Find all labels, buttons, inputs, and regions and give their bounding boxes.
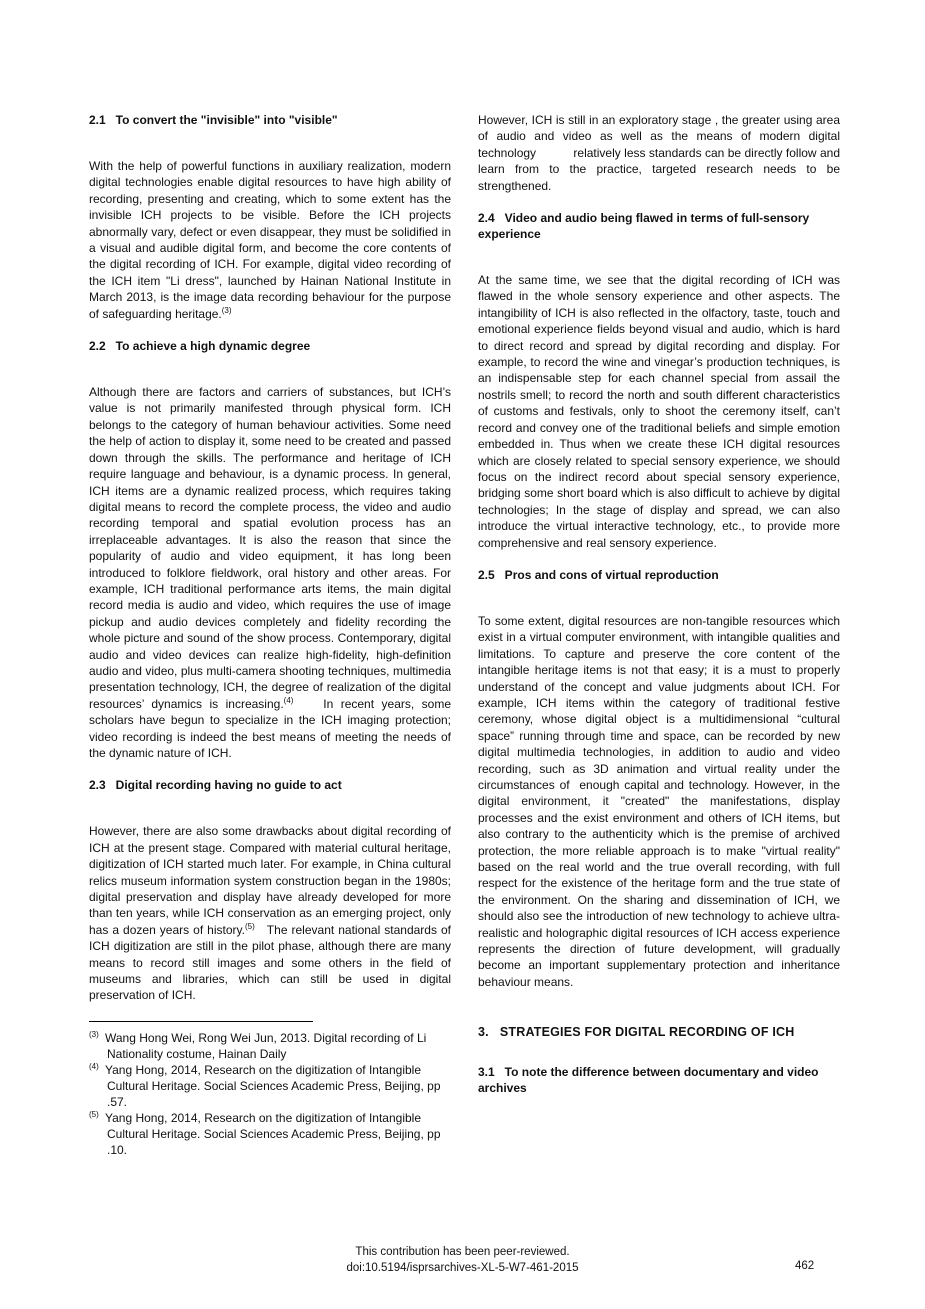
peer-review-note: This contribution has been peer-reviewed. bbox=[355, 1246, 570, 1258]
section-2-4-heading: 2.4 Video and audio being flawed in terms of full-sensory experience bbox=[478, 211, 810, 242]
section-2-3-heading: 2.3 Digital recording having no guide to act bbox=[89, 778, 342, 793]
page-number: 462 bbox=[795, 1260, 815, 1272]
footnote-5-text: Yang Hong, 2014, Research on the digitization of Intangible Cultural Heritage. Social Sciences Academic Press, Beijing, pp .10. bbox=[105, 1110, 441, 1157]
section-2-5-heading: 2.5 Pros and cons of virtual reproduction bbox=[478, 567, 719, 582]
left-column bbox=[89, 112, 451, 1158]
section-2-2-heading: 2.2 To achieve a high dynamic degree bbox=[89, 339, 311, 354]
footnote-3: $^{(3)}$ Wang Hong Wei, Rong Wei Jun, 2013. Digital recording of Li Nationality costume, Hainan Daily bbox=[89, 1029, 427, 1061]
footnote-5: $^{(5)}$ Yang Hong, 2014, Research on the digitization of Intangible Cultural Heritage. Social Sciences Academic Press, Beijing, pp .10. bbox=[89, 1109, 441, 1157]
section-2-1-text: With the help of powerful functions in auxiliary realization, modern digital technologies enable digital resources to have high ability of recording, presenting and creating, which to some extent has the invisible ICH projects to be visible. Before the ICH projects abnormally vary, defect or even disappear, they must be solidified in a visual and audible digital form, and become the core contents of the digital recording of ICH. For example, digital video recording of the ICH item "Li dress", launched by Hainan National Institute in March 2013, is the image data recording behaviour for the purpose of safeguarding heritage. bbox=[89, 159, 451, 321]
section-2-2-text-a: Although there are factors and carriers of substances, but ICH’s value is not primarily manifested through physical form. ICH belongs to the category of human behaviour activities. Some need the help of action to display it, some need to be created and passed down through the skills. The performance and heritage of ICH require language and behaviour, is a dynamic process. In general, ICH items are a dynamic realized process, which requires taking digital means to record the complete process, the video and audio recording temporal and spatial evolution process has an irreplaceable advantages. It is also the reason that since the popularity of audio and video equipment, it has long been introduced to folklore fieldwork, oral history and other areas. For example, ICH traditional performance arts items, the main digital record media is audio and video, which requires the use of image pickup and audio devices completely and fidelity recording the whole picture and sound of the show process. Contemporary, digital audio and video devices can realize high-fidelity, high-definition audio and video, plus multi-camera shooting techniques, multimedia presentation technology, ICH, the degree of realization of the digital resources’ dynamics is increasing. bbox=[89, 385, 451, 711]
section-3-1-heading: 3.1 To note the difference between documentary and video archives bbox=[478, 1065, 819, 1096]
section-2-2-text-b: In recent years, some scholars have begun to specialize in the ICH imaging protection; video recording is indeed the best means of meeting the needs of the dynamic nature of ICH. bbox=[89, 696, 451, 760]
section-2-1-heading: 2.1 To convert the "invisible" into "visible" bbox=[89, 113, 338, 127]
footnote-4-text: Yang Hong, 2014, Research on the digitization of Intangible Cultural Heritage. Social Sciences Academic Press, Beijing, pp .57. bbox=[105, 1062, 441, 1109]
section-2-3-body bbox=[89, 823, 451, 1003]
ref-3: (3) bbox=[221, 305, 232, 315]
section-2-4-body: At the same time, we see that the digital recording of ICH was flawed in the whole sensory experience and other aspects. The intangibility of ICH is also reflected in the olfactory, taste, touch and emotional experience fields beyond visual and audio, which is hard to direct record and spread by digital recording and display. For example, to record the wine and vinegar’s production techniques, is an indispensable step for each channel special from assail the nostrils smell; to record the north and south different characteristics of customs and festivals, only to shoot the ceremony itself, can’t record and convey one of the traditional beliefs and simple emotion embedded in. Thus when we create these ICH digital resources which are closely related to special sensory experience, we should focus on the indirect record about special sensory experience, bridging some short board which is also difficult to achieve by digital technologies; In the stage of display and spread, we can also introduce the virtual interactive technology, etc., to provide more comprehensive and real sensory experience. bbox=[478, 273, 840, 550]
footnote-3-text: Wang Hong Wei, Rong Wei Jun, 2013. Digital recording of Li Nationality costume, Hainan Daily bbox=[105, 1030, 427, 1061]
doi: doi:10.5194/isprsarchives-XL-5-W7-461-2015 bbox=[346, 1262, 579, 1274]
page-footer bbox=[0, 1244, 925, 1276]
section-2-3-text-b: The relevant national standards of ICH digitization are still in the pilot phase, although there are many means to record still images and some others in the field of museums and libraries, which can still be used in digital preservation of ICH. bbox=[89, 922, 452, 1003]
ref-5: (5) bbox=[244, 921, 255, 931]
section-2-2-body bbox=[89, 384, 451, 761]
ref-4: (4) bbox=[283, 695, 294, 705]
section-2-1-body bbox=[89, 158, 451, 322]
section-3-heading: 3. STRATEGIES FOR DIGITAL RECORDING OF ICH bbox=[478, 1025, 795, 1040]
footnote-4: $^{(4)}$ Yang Hong, 2014, Research on the digitization of Intangible Cultural Heritage. Social Sciences Academic Press, Beijing, pp .57. bbox=[89, 1061, 441, 1109]
section-2-3-text-a: However, there are also some drawbacks about digital recording of ICH at the present stage. Compared with material cultural heritage, digitization of ICH started much later. For example, in China cultural relics museum information system construction began in the 1980s; digital preservation and display have already developed for more than ten years, while ICH conservation as an emerging project, only has a dozen years of history. bbox=[89, 824, 451, 937]
continued-paragraph: However, ICH is still in an exploratory stage , the greater using area of audio and video as well as the means of modern digital technology relatively less standards can be directly follow and learn from to the practice, targeted research needs to be strengthened. bbox=[478, 113, 840, 193]
right-column bbox=[478, 112, 840, 1096]
section-2-5-body: To some extent, digital resources are non-tangible resources which exist in a virtual computer environment, with intangible qualities and limitations. To capture and preserve the core content of the intangible heritage items is not that easy; it is a must to properly understand of the concept and value judgments about ICH. For example, ICH items within the category of traditional festive ceremony, whose digital object is a multidimensional “cultural space” running through time and space, can be recorded by new digital multimedia technologies, in addition to audio and video recording, such as 3D animation and virtual reality under the circumstances of enough capital and technology. However, in the digital environment, it "created" the manifestations, display processes and the exist environment and others of ICH items, but also contrary to the authenticity which is the premise of archived protection, the more reliable approach is to make "virtual reality" based on the real world and the true overall recording, with full respect for the existence of the heritage form and the true state of the environment. On the sharing and dissemination of ICH, we should also see the introduction of new technology to achieve ultra-realistic and holographic digital resources of ICH access experience represents the direction of future development, will gradually become an important supplementary protection and inheritance behaviour means. bbox=[478, 613, 840, 989]
